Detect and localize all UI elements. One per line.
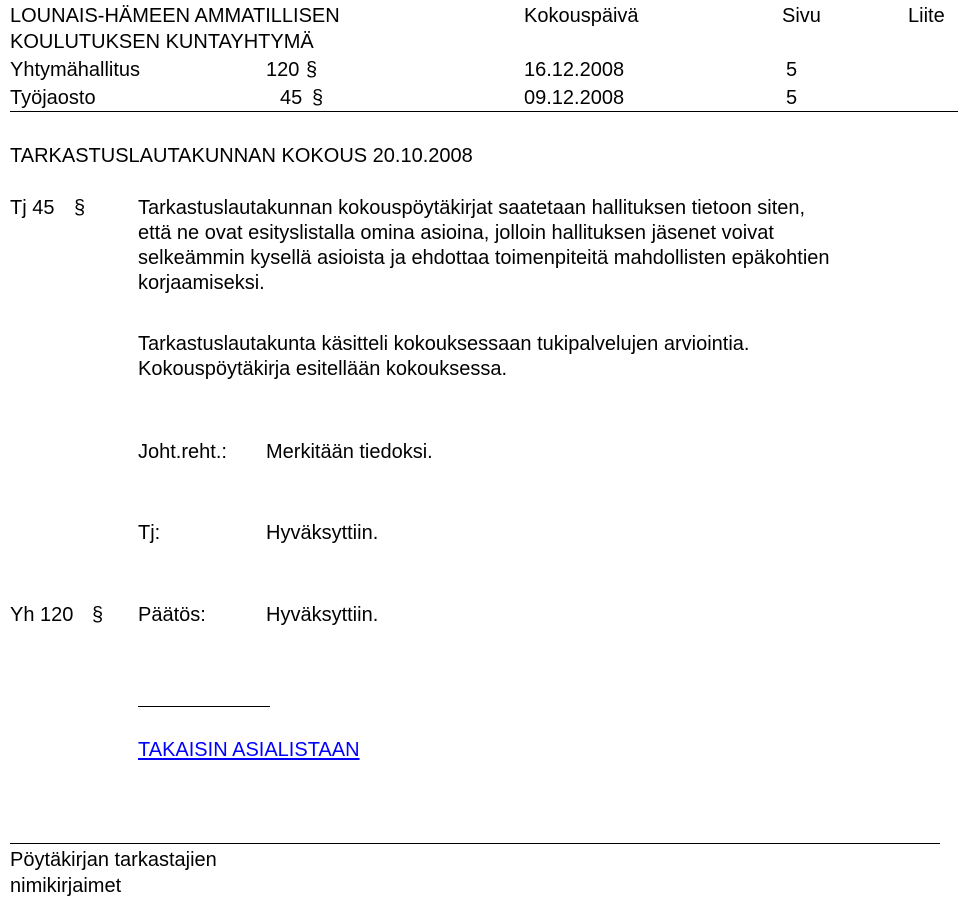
- body-name: Työjaosto: [10, 87, 96, 109]
- footer-divider: [10, 843, 940, 844]
- paragraph-line: selkeämmin kysellä asioista ja ehdottaa toimenpiteitä mahdollisten epäkohtien: [138, 247, 830, 269]
- paatos-label: Päätös:: [138, 604, 206, 626]
- section-symbol: §: [92, 604, 104, 626]
- paragraph-line: Tarkastuslautakunnan kokouspöytäkirjat saatetaan hallituksen tietoon siten,: [138, 197, 806, 219]
- item-number: 45: [280, 87, 303, 109]
- header-divider: [10, 111, 958, 112]
- meeting-title: TARKASTUSLAUTAKUNNAN KOKOUS 20.10.2008: [10, 145, 473, 167]
- org-name-line1: LOUNAIS-HÄMEEN AMMATILLISEN: [10, 5, 340, 27]
- tj-label: Tj:: [138, 522, 161, 544]
- section-symbol: §: [74, 197, 86, 219]
- column-header-attachment: Liite: [908, 5, 945, 27]
- paragraph-line: korjaamiseksi.: [138, 272, 265, 294]
- meeting-date: 09.12.2008: [524, 87, 625, 109]
- tj-reference: Tj 45: [10, 197, 55, 219]
- yh-reference: Yh 120: [10, 604, 74, 626]
- section-symbol: §: [312, 87, 324, 109]
- paragraph-second: [138, 332, 958, 382]
- column-header-date: Kokouspäivä: [524, 5, 639, 27]
- body-name: Yhtymähallitus: [10, 59, 141, 81]
- paragraph-line: että ne ovat esityslistalla omina asioina, jolloin hallituksen jäsenet voivat: [138, 222, 774, 244]
- footer-signatures-label-line2: nimikirjaimet: [10, 875, 122, 897]
- org-name-line2: KOULUTUKSEN KUNTAYHTYMÄ: [10, 31, 314, 53]
- meeting-date: 16.12.2008: [524, 59, 625, 81]
- page-number: 5: [786, 87, 798, 109]
- joht-label: Joht.reht.:: [138, 441, 227, 463]
- column-header-page: Sivu: [782, 5, 821, 27]
- back-to-agenda-link[interactable]: TAKAISIN ASIALISTAAN: [138, 739, 360, 761]
- paragraph-main: [138, 196, 958, 296]
- paatos-text: Hyväksyttiin.: [266, 604, 379, 626]
- item-number: 120: [266, 59, 300, 81]
- paragraph-line: Kokouspöytäkirja esitellään kokouksessa.: [138, 358, 508, 380]
- tj-decision-text: Hyväksyttiin.: [266, 522, 379, 544]
- footer-signatures-label-line1: Pöytäkirjan tarkastajien: [10, 849, 217, 871]
- paragraph-line: Tarkastuslautakunta käsitteli kokouksessaan tukipalvelujen arviointia.: [138, 333, 750, 355]
- page-number: 5: [786, 59, 798, 81]
- section-symbol: §: [306, 59, 318, 81]
- short-divider: [138, 706, 270, 707]
- joht-text: Merkitään tiedoksi.: [266, 441, 433, 463]
